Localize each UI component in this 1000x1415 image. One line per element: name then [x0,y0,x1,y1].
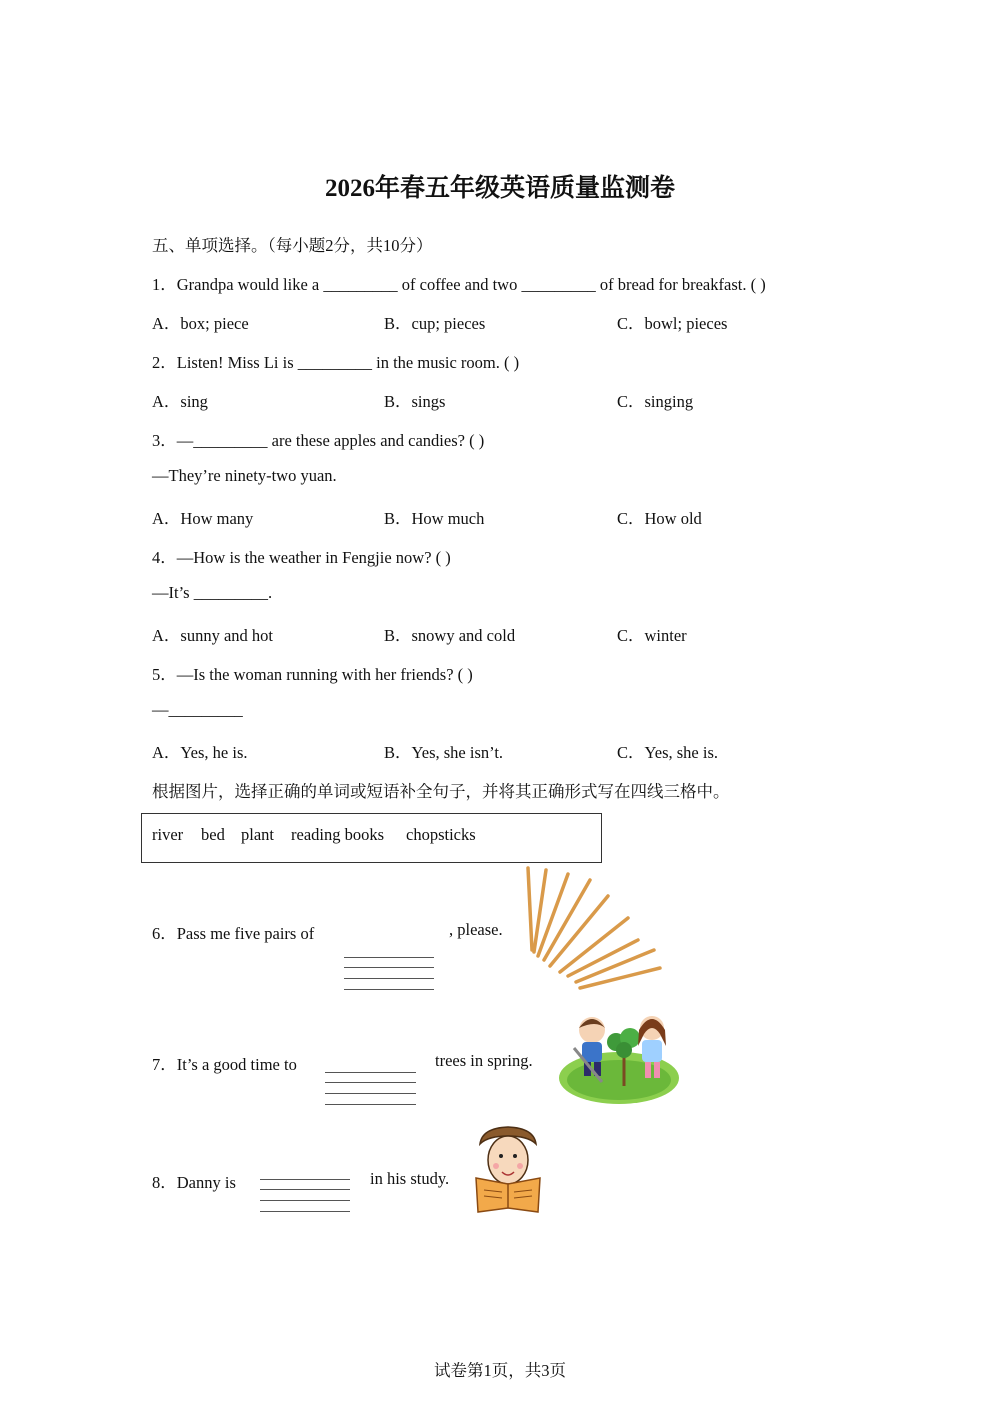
q4-option-c: C．winter [617,626,687,645]
question-4-stem: 4．—How is the weather in Fengjie now? ( ) [152,548,451,567]
fill-item-7-after: trees in spring. [435,1051,533,1070]
chopsticks-image [520,862,670,992]
word-bank-item: plant [241,825,274,844]
q1-option-c: C．bowl; pieces [617,314,728,333]
q4-option-a: A．sunny and hot [152,626,273,645]
question-3-answer-line: —They’re ninety-two yuan. [152,466,337,485]
fill-item-8-before: 8．Danny is [152,1173,236,1192]
fill-item-6-after: , please. [449,920,503,939]
word-bank-box [141,813,602,863]
page-title: 2026年春五年级英语质量监测卷 [324,175,675,202]
four-line-grid-8[interactable] [260,1179,350,1212]
q5-option-c: C．Yes, she is. [617,743,719,762]
fill-instruction: 根据图片，选择正确的单词或短语补全句子，并将其正确形式写在四线三格中。 [152,782,730,801]
fill-item-8-after: in his study. [370,1169,450,1188]
question-1-stem: 1．Grandpa would like a _________ of coffee and two _________ of bread for breakfast. ( ) [152,275,766,294]
q3-option-b: B．How much [384,509,485,528]
planting-trees-image [556,1008,682,1106]
question-2-stem: 2．Listen! Miss Li is _________ in the music room. ( ) [152,353,520,372]
reading-boy-image [472,1124,544,1216]
word-bank-item: chopsticks [406,825,476,844]
word-bank-item: river [152,825,184,844]
q1-option-b: B．cup; pieces [384,314,486,333]
q2-option-c: C．singing [617,392,694,411]
four-line-grid-6[interactable] [344,957,434,990]
question-5-answer-line: —_________ [152,700,243,719]
four-line-grid-7[interactable] [325,1072,416,1105]
question-4-answer-line: —It’s _________. [152,583,273,602]
question-3-stem: 3．—_________ are these apples and candies? ( ) [152,431,485,450]
section-heading: 五、单项选择。（每小题2分，共10分） [152,236,433,255]
q5-option-b: B．Yes, she isn’t. [384,743,504,762]
q4-option-b: B．snowy and cold [384,626,516,645]
q3-option-c: C．How old [617,509,702,528]
q3-option-a: A．How many [152,509,254,528]
question-5-stem: 5．—Is the woman running with her friends? ( ) [152,665,473,684]
word-bank-item: reading books [291,825,385,844]
q1-option-a: A．box; piece [152,314,249,333]
q2-option-b: B．sings [384,392,446,411]
word-bank-item: bed [201,825,225,844]
page-footer: 试卷第1页，共3页 [434,1361,566,1380]
fill-item-6-before: 6．Pass me five pairs of [152,924,315,943]
q5-option-a: A．Yes, he is. [152,743,248,762]
fill-item-7-before: 7．It’s a good time to [152,1055,297,1074]
q2-option-a: A．sing [152,392,208,411]
